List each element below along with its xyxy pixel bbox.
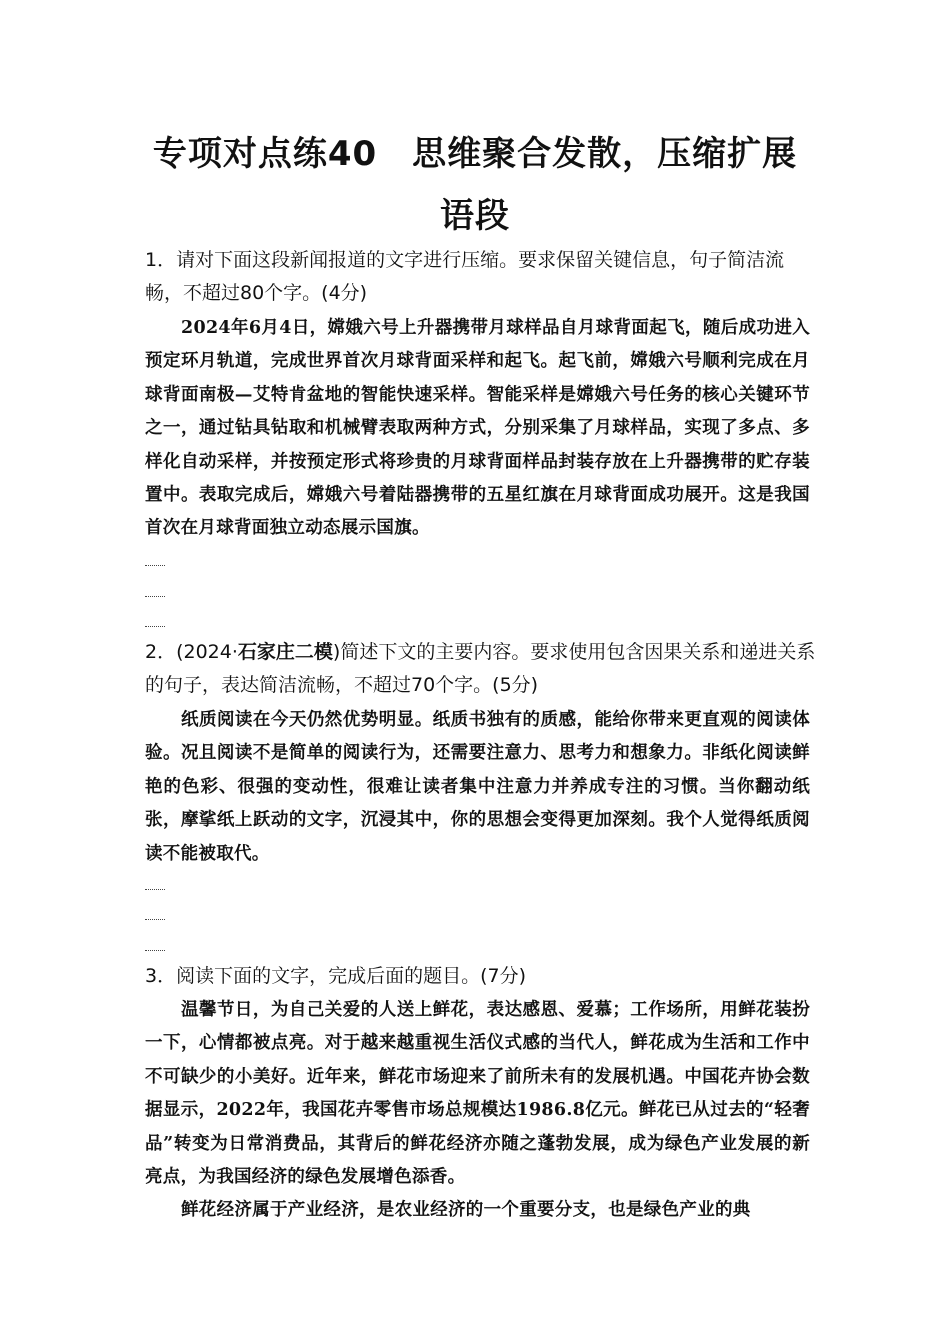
page-title-continued: 语段 <box>440 196 510 236</box>
question-3-prompt: 3．阅读下面的文字，完成后面的题目。(7分) <box>145 965 527 987</box>
question-2-suffix: )简述下文的主要内容。要求使用包含因果关系和递进关系的句子，表达简洁流畅，不超过70个字。(5分) <box>145 641 816 696</box>
answer-line <box>145 596 165 597</box>
question-2-source: 石家庄二模 <box>237 641 333 663</box>
page-title: 专项对点练40 思维聚合发散，压缩扩展 <box>152 134 798 174</box>
question-2-passage: 纸质阅读在今天仍然优势明显。纸质书独有的质感，能给你带来更直观的阅读体验。况且阅读不是简单的阅读行为，还需要注意力、思考力和想象力。非纸化阅读鲜艳的色彩、很强的变动性，很难让读者集中注意力并养成专注的习惯。当你翻动纸张，摩挲纸上跃动的文字，沉浸其中，你的思想会变得更加深刻。我个人觉得纸质阅读不能被取代。 <box>145 710 810 864</box>
question-1-passage: 2024年6月4日，嫦娥六号上升器携带月球样品自月球背面起飞，随后成功进入预定环月轨道，完成世界首次月球背面采样和起飞。起飞前，嫦娥六号顺利完成在月球背面南极—艾特肯盆地的智能快速采样。智能采样是嫦娥六号任务的核心关键环节之一，通过钻具钻取和机械臂表取两种方式，分别采集了月球样品，实现了多点、多样化自动采样，并按预定形式将珍贵的月球背面样品封装存放在上升器携带的贮存装置中。表取完成后，嫦娥六号着陆器携带的五星红旗在月球背面成功展开。这是我国首次在月球背面独立动态展示国旗。 <box>145 318 810 539</box>
answer-line <box>145 626 165 627</box>
question-3-passage-paragraph-1: 温馨节日，为自己关爱的人送上鲜花，表达感恩、爱慕；工作场所，用鲜花装扮一下，心情都被点亮。对于越来越重视生活仪式感的当代人，鲜花成为生活和工作中不可缺少的小美好。近年来，鲜花市场迎来了前所未有的发展机遇。中国花卉协会数据显示，2022年，我国花卉零售市场总规模达1986.8亿元。鲜花已从过去的“轻奢品”转变为日常消费品，其背后的鲜花经济亦随之蓬勃发展，成为绿色产业发展的新亮点，为我国经济的绿色发展增色添香。 <box>145 1000 810 1188</box>
answer-line <box>145 950 165 951</box>
question-1-prompt: 1．请对下面这段新闻报道的文字进行压缩。要求保留关键信息，句子简洁流畅，不超过80个字。(4分) <box>145 249 785 304</box>
answer-line <box>145 889 165 890</box>
answer-line <box>145 919 165 920</box>
question-2-prompt <box>145 636 820 702</box>
question-3-passage-paragraph-2: 鲜花经济属于产业经济，是农业经济的一个重要分支，也是绿色产业的典 <box>181 1200 751 1220</box>
question-2-prefix: 2．(2024· <box>145 641 238 663</box>
answer-line <box>145 565 165 566</box>
